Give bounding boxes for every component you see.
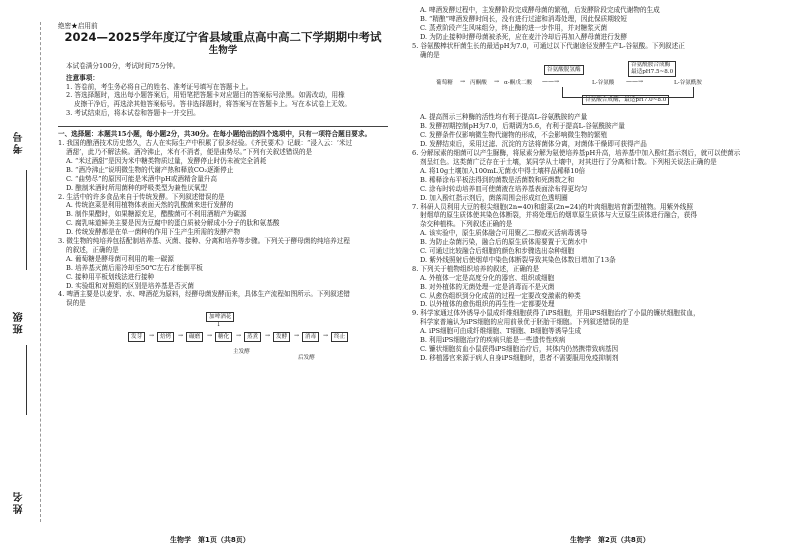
- q1-stem-1: 1. 我国的酿酒技术历史悠久，古人在实际生产中积累了很多经验。《齐民要术》记载：“浸入云：‘米过: [58, 139, 353, 148]
- q4-option-d: D. 为防止接种时酵母菌被杀死，应在麦汁冷却后再加入酵母菌进行发酵: [420, 32, 628, 41]
- q9-option-c: C. 镰状细胞贫血小鼠获得iPS细胞治疗后，其体内仍然携带致病基因: [420, 345, 619, 353]
- q7-option-c: C. 可通过比较融合后细胞的颜色和步骤选出杂种细胞: [420, 247, 575, 256]
- page-1-footer: 生物学 第1页（共8页）: [170, 536, 250, 544]
- q2-stem: 2. 生活中的许多食品来自于传统发酵。下列叙述错误的是: [58, 192, 225, 201]
- subject-title: 生物学: [208, 44, 238, 56]
- q3-stem-1: 3. 微生物的纯培养包括配制培养基、灭菌、接种、分离和培养等步骤。下列关于酵母菌的纯培养过程: [58, 237, 350, 246]
- exam-title: 2024—2025学年度辽宁省县域重点高中高二下学期期中考试: [64, 29, 382, 44]
- path-enzyme-3: 谷氨酸合成酶，最适pH7.0~8.0: [582, 95, 669, 105]
- q5-stem-1: 5. 谷氨酸棒状杆菌生长的最适pH为7.0，可通过以下代谢途径发酵生产L-谷氨酸。下列叙述正: [412, 41, 685, 50]
- q8-stem: 8. 下列关于植物组织培养的叙述，正确的是: [412, 264, 540, 273]
- path-enzyme-2: 谷氨酰胺合成酶 最适pH7.5~8.0: [628, 61, 676, 77]
- flow-main-ferment: 主发酵: [233, 349, 250, 356]
- q3-option-d: D. 实验组和对照组的区别是培养基是否灭菌: [66, 281, 194, 290]
- flow-ferment: 发酵: [273, 332, 290, 342]
- intro: 本试卷满分100分，考试时间75分钟。: [66, 61, 180, 70]
- q3-option-b: B. 培养基灭菌后需冷却至50℃左右才能倒平板: [66, 263, 203, 272]
- notice-heading: 注意事项：: [66, 73, 99, 82]
- path-pyruvate: 丙酮酸: [470, 80, 487, 87]
- label-banji: 班级: [14, 310, 25, 334]
- label-xingming: 姓名: [14, 490, 25, 514]
- q7-option-d: D. 紫外线照射后使烟草中染色体断裂导致其染色体数目增加了13条: [420, 255, 616, 264]
- q3-option-c: C. 接种用平板划线法进行接种: [66, 272, 155, 281]
- label-kaohao: 考号: [14, 130, 25, 154]
- q7-stem-3: 杂交种植株。下列叙述正确的是: [420, 220, 513, 229]
- q4-stem-2: 误的是: [66, 299, 86, 308]
- notice-2: 2. 答选择题时，选出每小题答案后，用铅笔把答题卡对应题目的答案标号涂黑。如需改动，用橡: [66, 91, 345, 100]
- q7-option-b: B. 为防止杂菌污染，融合后的原生质体需要置于无菌水中: [420, 238, 588, 247]
- q8-option-a: A. 外植体一定是高度分化的器官、组织或细胞: [420, 273, 555, 282]
- q4-option-b: B. “精酿”啤酒发酵时间长，没有进行过滤和消毒处理，因此保质期较短: [420, 14, 627, 23]
- q2-option-b: B. 制作果醋时，如果糖源充足，醋酸菌可不利用酒精产为碳源: [66, 210, 247, 219]
- q6-option-d: D. 加入酚红指示剂后，菌落周围会形成红色透明圈: [420, 193, 568, 202]
- q9-option-d: D. 移植器官来源于病人自身iPS细胞时，患者不需要服用免疫抑制剂: [420, 353, 619, 362]
- page-2-footer: 生物学 第2页（共8页）: [570, 536, 650, 544]
- flow-boil: 蒸煮: [244, 332, 261, 342]
- q7-stem-2: 射烟草的原生质体使其染色体断裂，并将处理后的烟草原生质体与大豆原生质体进行融合，获得: [420, 211, 697, 220]
- glutamate-pathway-diagram: 葡萄糖 → 丙酮酸 → α-酮戊二酸 谷氨酸脱氢酶 ——→ L-谷氨酸 谷氨酰胺合成酶 最适pH7.5~8.0 ——→ L-谷氨酰胺 谷氨酸合成酶，最适pH7.0~8.0: [436, 62, 702, 104]
- q8-option-d: D. 以外植体的愈伤组织的再生性一定都要处理: [420, 300, 555, 309]
- flow-post-ferment: 后发酵: [298, 355, 315, 362]
- notice-3: 3. 考试结束后，将本试卷和答题卡一并交回。: [66, 109, 200, 118]
- q5-option-c: C. 发酵条件仅影响微生物代谢物的形成，不会影响微生物的繁殖: [420, 131, 608, 140]
- q9-stem-1: 9. 科学家通过体外诱导小鼠成纤维细胞获得了iPS细胞，并用iPS细胞治疗了小鼠的镰状细胞贫血，: [412, 309, 700, 318]
- q9-option-a: A. iPS细胞可由成纤维细胞、T细胞、B细胞等诱导生成: [420, 327, 582, 336]
- section-heading: 一、选择题：本题共15小题，每小题2分，共30分。在每小题给出的四个选项中，只有一项符合题目要求。: [58, 130, 372, 139]
- beer-process-diagram: 加啤酒花 ↓ 发芽 → 焙烤 → 碾磨 → 糖化 → 蒸煮 → 发酵 → 消毒 → 终止 主发酵 后发酵: [58, 310, 388, 364]
- path-glucose: 葡萄糖: [436, 80, 453, 87]
- kaohao-blank: [26, 170, 27, 270]
- binding-margin: [0, 0, 46, 551]
- q2-option-c: C. 腐乳味道鲜美主要是因为豆腐中的蛋白质被分解成小分子的肽和氨基酸: [66, 219, 280, 228]
- path-glu: L-谷氨酸: [592, 80, 615, 87]
- notice-2-cont: 皮擦干净后，再选涂其他答案标号。答非选择题时，将答案写在答题卡上。写在本试卷上无效。: [74, 100, 351, 109]
- flow-germinate: 发芽: [128, 332, 145, 342]
- q3-option-a: A. 葡萄糖是酵母菌可利用的唯一碳源: [66, 254, 174, 263]
- flow-grind: 碾磨: [186, 332, 203, 342]
- notice-1: 1. 答卷前，考生务必将自己的姓名、准考证号填写在答题卡上。: [66, 82, 253, 91]
- q1-option-c: C. “曲势尽”的原因可能是米酒中pH或酒精含量升高: [66, 174, 217, 183]
- q2-option-d: D. 传统发酵都是在单一菌种的作用下生产生所需的发酵产物: [66, 228, 241, 237]
- q5-option-d: D. 发酵结束后，采用过滤、沉淀的方法将菌体分离，对菌体干燥即可获得产品: [420, 140, 647, 149]
- q8-option-b: B. 对外植体的无菌处理一定是消毒而不是灭菌: [420, 282, 555, 291]
- path-gln: L-谷氨酰胺: [674, 80, 702, 87]
- q6-stem-1: 6. 分解尿素的细菌可以产生脲酶，将尿素分解为氨使培养基pH升高，培养基中加入酚红指示剂后，就可以使菌示: [412, 149, 741, 158]
- flow-roast: 焙烤: [157, 332, 174, 342]
- binding-dashed-line: [40, 22, 41, 522]
- q5-option-b: B. 发酵初期控制pH为7.0，后期调为5.6，有利于提高L-谷氨酰胺产量: [420, 122, 625, 131]
- q7-option-a: A. 该实验中，原生质体融合可用聚乙二醇或灭活病毒诱导: [420, 229, 588, 238]
- path-enzyme-1: 谷氨酸脱氢酶: [544, 65, 584, 75]
- q6-option-a: A. 将10g土壤加入100mL无菌水中得土壤样品稀释10倍: [420, 166, 586, 175]
- flow-disinfect: 消毒: [302, 332, 319, 342]
- banji-blank: [26, 345, 27, 415]
- q1-option-b: B. “酒冷沸止”说明微生物的代谢产热和释放CO₂逐渐停止: [66, 165, 234, 174]
- q6-stem-2: 剂呈红色。这类菌广泛存在于土壤，某同学从土壤中，对其进行了分离和计数。下列相关说法正确的是: [420, 157, 717, 166]
- q7-stem-1: 7. 科研人员利用大豆的根尖细胞(2n=40)和甜菜(2n=24)的叶肉细胞培育新型植物。用紫外线照: [412, 202, 693, 211]
- q1-stem-2: 酒甜’，此乃不解法候。酒冷沸止，米有不消者，便是曲势尽。”下列有关叙述错误的是: [66, 147, 313, 156]
- q4-option-a: A. 啤酒发酵过程中，主发酵阶段完成酵母菌的繁殖，后发酵阶段完成代谢物的生成: [420, 6, 660, 14]
- q3-stem-2: 的叙述，正确的是: [66, 245, 119, 254]
- q4-stem-1: 4. 啤酒主要是以麦芽、水、啤酒花为原料，经酵母菌发酵而来，具体生产流程如图所示。下列叙述错: [58, 290, 350, 299]
- page-2-content: [412, 6, 790, 363]
- flow-saccharify: 糖化: [215, 332, 232, 342]
- page-2: [400, 0, 800, 551]
- q8-option-c: C. 从愈伤组织到分化成苗的过程一定要改变激素的种类: [420, 291, 581, 300]
- q6-option-c: C. 涂布时转动培养皿可使菌液在培养基表面涂布得更均匀: [420, 184, 588, 193]
- flow-terminate: 终止: [331, 332, 348, 342]
- q5-stem-2: 确的是: [420, 50, 440, 59]
- secret-mark: 绝密★启用前: [58, 22, 98, 30]
- q5-option-a: A. 提高图示三种酶的活性均有利于提高L-谷氨酰胺的产量: [420, 113, 588, 122]
- q2-option-a: A. 传统泡菜是利用植物体表面天然的乳酸菌来进行发酵的: [66, 201, 234, 210]
- path-akg: α-酮戊二酸: [504, 80, 533, 87]
- q1-option-a: A. “米过酒甜”是因为米中糖类物质过量，发酵停止时仍未被完全消耗: [66, 156, 267, 165]
- q9-option-b: B. 利用iPS细胞治疗的疾病只能是一些遗传性疾病: [420, 336, 566, 345]
- page-1-content: [58, 22, 388, 366]
- flow-hops-box: 加啤酒花: [206, 312, 234, 322]
- q6-option-b: B. 稀释涂布平板法得到的菌数是活菌数和死菌数之和: [420, 175, 575, 184]
- q1-option-d: D. 酿制米酒时所用菌种的呼吸类型为兼性厌氧型: [66, 183, 208, 192]
- q4-option-c: C. 蒸煮阶段产生风味组分，终止酶的进一步作用，并对糖浆灭菌: [420, 23, 608, 32]
- q9-stem-2: 科学家普遍认为iPS细胞的应用前景优于胚胎干细胞。下列叙述错误的是: [420, 318, 629, 327]
